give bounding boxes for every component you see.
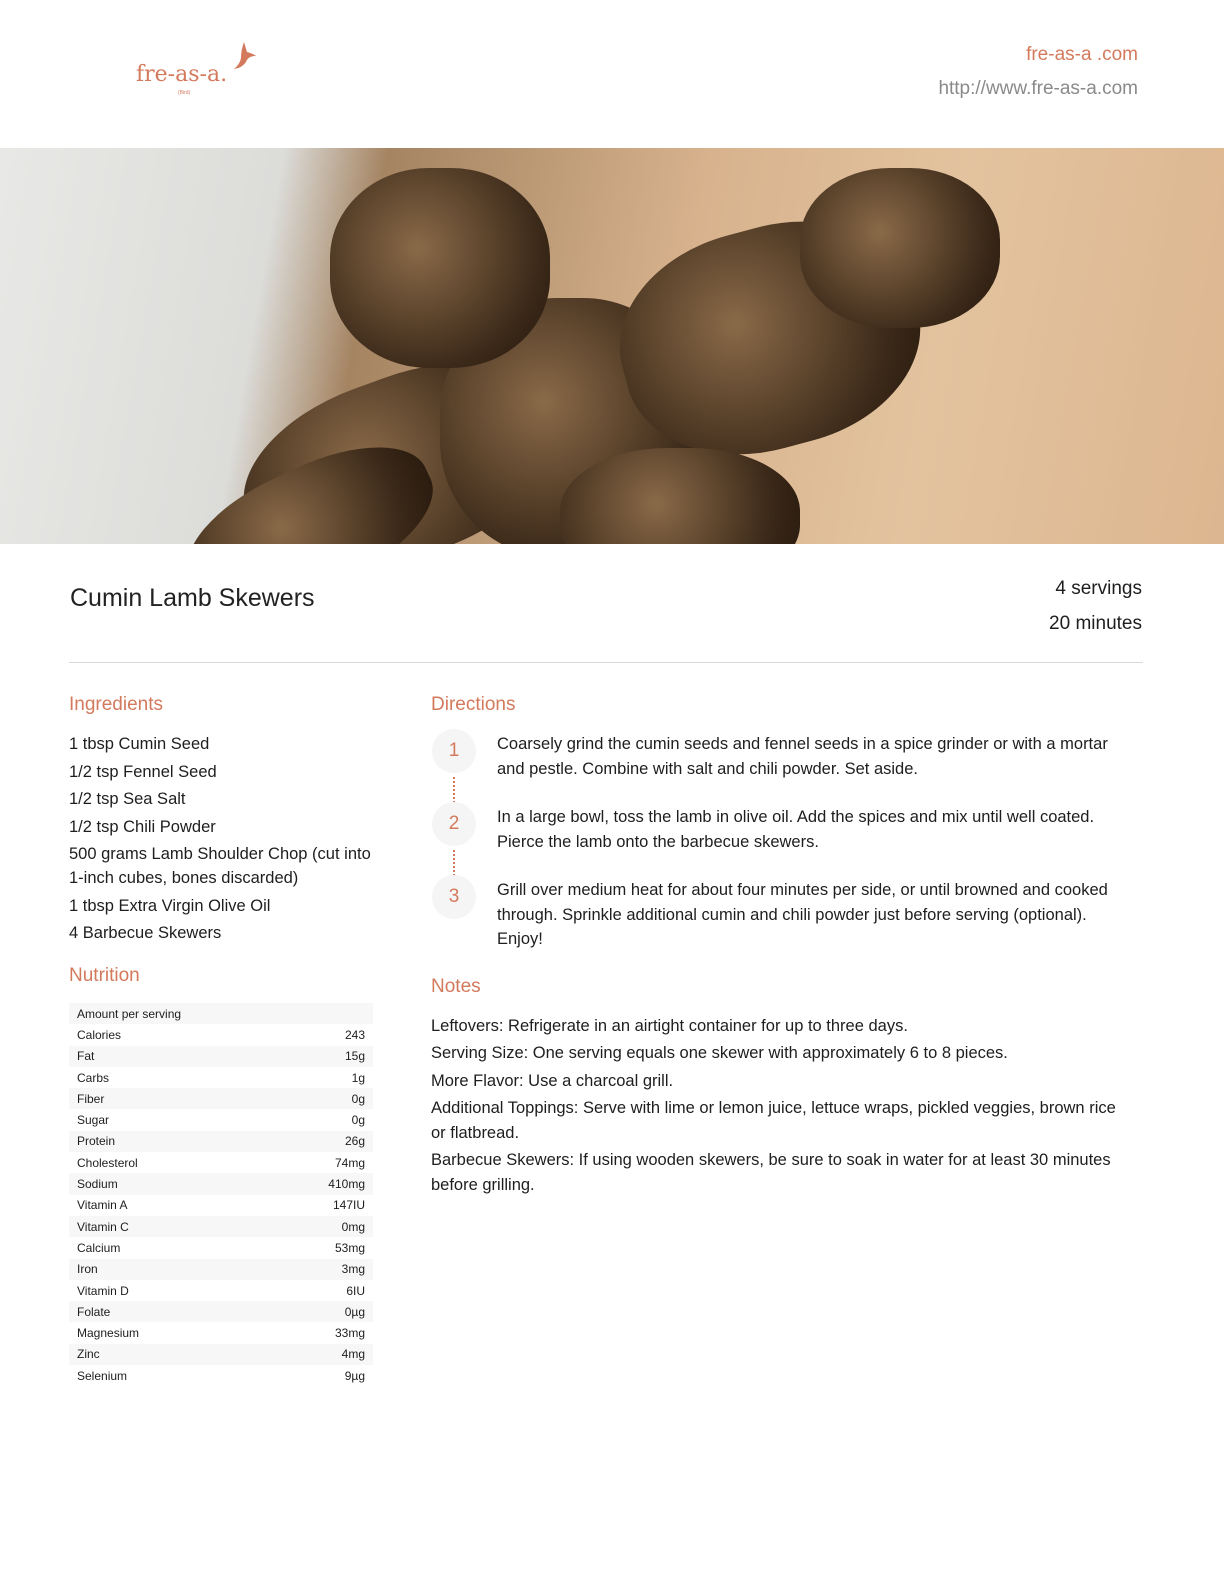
nutrition-row <box>69 1067 373 1088</box>
nutrition-row <box>69 1131 373 1152</box>
nutrient-name: Cholesterol <box>77 1155 138 1170</box>
nutrition-header-row <box>69 1003 373 1024</box>
nutrient-name: Calories <box>77 1027 122 1042</box>
notes-list <box>431 1014 1121 1198</box>
nutrient-name: Zinc <box>69 1344 250 1365</box>
site-name[interactable]: fre-as-a .com <box>1026 44 1138 65</box>
nutrient-name: Calcium <box>77 1240 121 1255</box>
nutrient-name: Vitamin D <box>77 1283 129 1298</box>
recipe-photo <box>0 148 1224 544</box>
right-column <box>431 694 1121 1200</box>
nutrition-row <box>69 1237 373 1258</box>
ingredient-item: 4 Barbecue Skewers <box>69 924 222 942</box>
nutrition-row <box>69 1046 373 1067</box>
nutrition-row <box>69 1365 373 1386</box>
note-item: More Flavor: Use a charcoal grill. <box>431 1071 674 1090</box>
direction-step <box>431 878 1121 952</box>
nutrition-row <box>69 1216 373 1237</box>
nutrition-row <box>69 1173 373 1194</box>
recipe-meta <box>1049 571 1142 641</box>
step-number: 2 <box>432 802 476 846</box>
nutrient-name: Sodium <box>69 1173 250 1194</box>
servings: 4 servings <box>1055 578 1142 599</box>
note-item: Barbecue Skewers: If using wooden skewers, be sure to soak in water for at least 30 minutes before grilling. <box>431 1151 1111 1194</box>
bird-icon <box>232 42 258 72</box>
note-item: Serving Size: One serving equals one skewer with approximately 6 to 8 pieces. <box>431 1044 1008 1062</box>
nutrient-name: Fiber <box>69 1088 250 1109</box>
nutrient-value: 4mg <box>250 1344 373 1365</box>
directions-heading: Directions <box>431 694 516 715</box>
nutrition-row <box>69 1344 373 1365</box>
nutrient-name: Vitamin A <box>77 1198 128 1213</box>
nutrition-row <box>69 1109 373 1130</box>
nutrient-value: 243 <box>344 1027 365 1042</box>
logo-text: fre-as-a. <box>136 62 228 87</box>
nutrient-name: Sugar <box>77 1113 110 1128</box>
nutrient-name: Selenium <box>77 1368 128 1383</box>
step-number: 3 <box>432 875 476 919</box>
ingredient-item: 1/2 tsp Fennel Seed <box>69 762 217 781</box>
step-number: 1 <box>432 729 476 773</box>
nutrient-value: 3mg <box>250 1259 373 1280</box>
direction-step <box>431 805 1121 854</box>
ingredients-heading: Ingredients <box>69 694 164 715</box>
nutrient-name: Protein <box>69 1131 250 1152</box>
nutrition-row <box>69 1024 373 1045</box>
ingredient-item: 1/2 tsp Sea Salt <box>69 790 186 808</box>
step-text: Coarsely grind the cumin seeds and fennel seeds in a spice grinder or with a mortar and pestle. Combine with salt and chili powder. Set aside. <box>497 735 1108 778</box>
nutrition-row <box>69 1088 373 1109</box>
nutrient-name: Fat <box>69 1046 250 1067</box>
directions-list <box>431 732 1121 952</box>
nutrient-value: 9µg <box>344 1368 365 1383</box>
ingredient-item: 1/2 tsp Chili Powder <box>69 817 216 836</box>
step-connector <box>453 850 455 876</box>
nutrient-name: Vitamin C <box>69 1216 250 1237</box>
step-text: Grill over medium heat for about four minutes per side, or until browned and cooked through. Sprinkle additional cumin and chili powder just before serving (optional). Enjoy! <box>497 881 1108 948</box>
ingredient-item: 1 tbsp Extra Virgin Olive Oil <box>69 896 271 915</box>
direction-step <box>431 732 1121 781</box>
recipe-title: Cumin Lamb Skewers <box>70 584 315 612</box>
nutrition-row <box>69 1152 373 1173</box>
note-item: Additional Toppings: Serve with lime or lemon juice, lettuce wraps, pickled veggies, brown rice or flatbread. <box>431 1099 1116 1142</box>
nutrient-value: 1g <box>351 1070 365 1085</box>
total-time: 20 minutes <box>1049 613 1142 634</box>
note-item: Leftovers: Refrigerate in an airtight container for up to three days. <box>431 1016 908 1035</box>
left-column <box>69 694 374 1386</box>
nutrient-value: 0µg <box>250 1301 373 1322</box>
nutrient-value: 0mg <box>250 1216 373 1237</box>
logo-subtext: (Bird) <box>178 90 191 96</box>
step-text: In a large bowl, toss the lamb in olive oil. Add the spices and mix until well coated. Pierce the lamb onto the barbecue skewers. <box>497 808 1095 851</box>
nutrition-table <box>69 1003 373 1386</box>
ingredient-item: 500 grams Lamb Shoulder Chop (cut into 1-inch cubes, bones discarded) <box>69 845 371 887</box>
nutrient-value: 0g <box>351 1113 365 1128</box>
nutrient-value: 26g <box>250 1131 373 1152</box>
nutrition-heading: Nutrition <box>69 965 140 986</box>
nutrient-value: 33mg <box>334 1326 365 1341</box>
nutrient-value: 6IU <box>346 1283 365 1298</box>
site-url[interactable]: http://www.fre-as-a.com <box>938 78 1138 99</box>
nutrient-value: 0g <box>250 1088 373 1109</box>
ingredient-item: 1 tbsp Cumin Seed <box>69 735 210 753</box>
nutrient-value: 15g <box>250 1046 373 1067</box>
nutrition-header: Amount per serving <box>69 1003 373 1024</box>
nutrient-name: Iron <box>69 1259 250 1280</box>
site-logo[interactable] <box>136 42 266 102</box>
nutrient-value: 53mg <box>334 1240 365 1255</box>
nutrient-value: 147IU <box>332 1198 365 1213</box>
nutrient-name: Folate <box>69 1301 250 1322</box>
nutrient-value: 74mg <box>334 1155 365 1170</box>
nutrition-row <box>69 1280 373 1301</box>
ingredients-list <box>69 732 374 945</box>
nutrition-row <box>69 1195 373 1216</box>
notes-heading: Notes <box>431 975 481 997</box>
nutrient-value: 410mg <box>250 1173 373 1194</box>
nutrition-row <box>69 1301 373 1322</box>
nutrient-name: Magnesium <box>77 1326 140 1341</box>
site-info <box>938 44 1138 100</box>
nutrition-row <box>69 1259 373 1280</box>
divider <box>69 662 1143 663</box>
step-connector <box>453 777 455 803</box>
nutrient-name: Carbs <box>77 1070 110 1085</box>
nutrition-row <box>69 1322 373 1343</box>
